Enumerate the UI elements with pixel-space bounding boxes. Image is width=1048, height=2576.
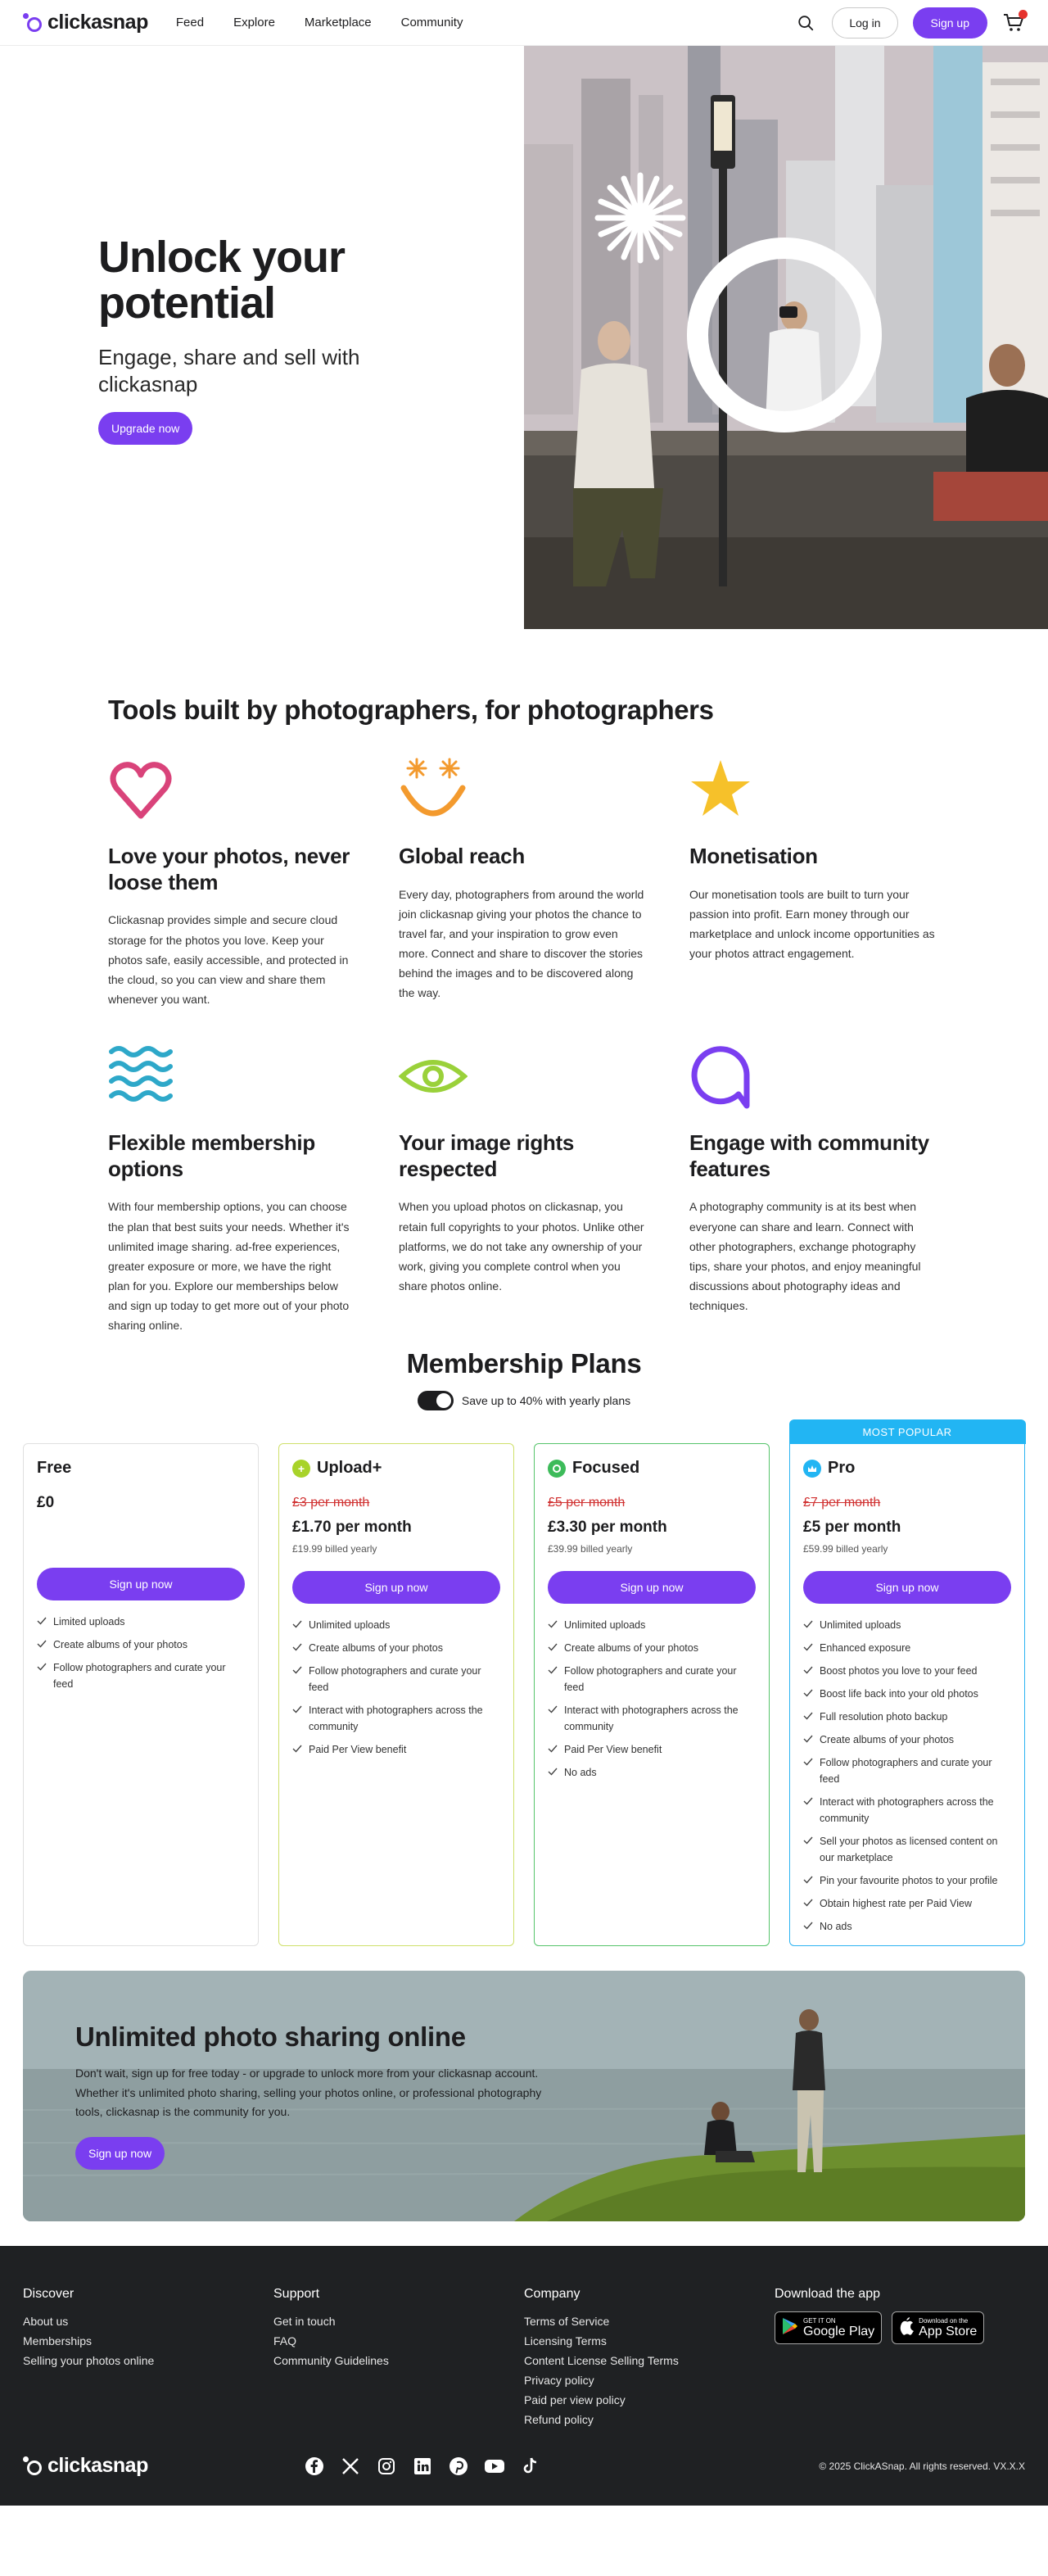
check-icon	[548, 1640, 558, 1655]
check-icon	[292, 1640, 302, 1655]
plan-name: Pro	[803, 1459, 1011, 1478]
tools-title: Tools built by photographers, for photographers	[108, 695, 714, 725]
footer-link[interactable]: Terms of Service	[524, 2315, 610, 2328]
logo-icon	[23, 12, 44, 34]
footer-bottom	[23, 2454, 1025, 2478]
plan-cards	[0, 1425, 1048, 1946]
plan-feature-text: Follow photographers and curate your feed	[820, 1757, 992, 1785]
app-store-button[interactable]: Download on the App Store	[892, 2311, 984, 2344]
yearly-toggle-row	[0, 1391, 1048, 1410]
check-icon	[292, 1617, 302, 1632]
plan-feature	[803, 1640, 1011, 1656]
plan-feature	[292, 1640, 500, 1656]
footer-heading: Support	[273, 2287, 320, 2301]
footer-column-support	[273, 2287, 524, 2429]
plan-feature	[803, 1872, 1011, 1889]
check-icon	[803, 1754, 813, 1769]
x-icon[interactable]	[340, 2456, 361, 2477]
hero-image	[524, 46, 1048, 629]
social-links	[304, 2456, 541, 2477]
cart-icon[interactable]	[1002, 11, 1025, 34]
plan-feature-list	[803, 1617, 1011, 1935]
check-icon	[292, 1702, 302, 1717]
check-icon	[37, 1659, 47, 1674]
plan-feature	[803, 1918, 1011, 1935]
feature-card	[689, 1044, 980, 1330]
footer-link[interactable]: Paid per view policy	[524, 2393, 626, 2406]
plan-feature-text: Create albums of your photos	[820, 1734, 954, 1745]
plan-feature-text: Follow photographers and curate your feed	[53, 1662, 226, 1690]
hero-section	[0, 46, 1048, 629]
plan-feature	[292, 1741, 500, 1758]
check-icon	[548, 1764, 558, 1779]
check-icon	[803, 1686, 813, 1700]
banner-signup-button[interactable]: Sign up now	[75, 2137, 165, 2170]
feature-title: Engage with community features	[689, 1130, 929, 1181]
hero-text	[0, 46, 524, 629]
plan-feature-text: Unlimited uploads	[820, 1619, 901, 1631]
plan-feature-text: Create albums of your photos	[564, 1642, 698, 1654]
feature-title: Love your photos, never loose them	[108, 844, 350, 894]
plan-feature-text: No ads	[820, 1921, 852, 1932]
check-icon	[37, 1614, 47, 1628]
hero-title: Unlock your potential	[98, 233, 346, 328]
check-icon	[803, 1617, 813, 1632]
apple-icon	[899, 2317, 914, 2339]
plan-feature-text: Create albums of your photos	[309, 1642, 443, 1654]
footer-column-company	[524, 2287, 775, 2429]
footer-heading: Download the app	[775, 2287, 880, 2301]
footer-column-app	[775, 2287, 1025, 2429]
plan-feature-text: Unlimited uploads	[309, 1619, 391, 1631]
plan-feature-text: Create albums of your photos	[53, 1639, 187, 1650]
feature-text: A photography community is at its best when everyone can share and learn. Connect with other photographers, exchange photography tips, share your photos, and enjoy meaningful discussions about photography ideas and techniques.	[689, 1200, 921, 1312]
plan-feature-text: Follow photographers and curate your feed	[564, 1665, 737, 1693]
footer-link[interactable]: Memberships	[23, 2334, 93, 2347]
google-play-icon	[782, 2317, 798, 2339]
footer-link[interactable]: FAQ	[273, 2334, 297, 2347]
check-icon	[803, 1732, 813, 1746]
plus-icon: +	[292, 1460, 310, 1478]
footer-link[interactable]: Content License Selling Terms	[524, 2354, 679, 2367]
check-icon	[803, 1895, 813, 1910]
plan-feature-text: No ads	[564, 1767, 597, 1778]
plan-feature	[803, 1833, 1011, 1866]
feature-text: Clickasnap provides simple and secure cloud storage for the photos you love. Keep your photos safe, easily accessible, and protected in the cloud, so you can view and share them whenever you want.	[108, 913, 349, 1006]
plan-old-price: £7 per month	[803, 1496, 881, 1510]
plan-card-free	[23, 1443, 259, 1946]
logo-text: clickasnap	[47, 11, 148, 34]
feature-card	[108, 757, 399, 1044]
linkedin-icon[interactable]	[412, 2456, 433, 2477]
site-footer	[0, 2246, 1048, 2506]
plan-feature	[803, 1686, 1011, 1702]
plan-billed: £39.99 billed yearly	[548, 1543, 633, 1555]
signup-button[interactable]: Sign up	[913, 7, 987, 38]
plan-feature-text: Boost photos you love to your feed	[820, 1665, 978, 1677]
check-icon	[292, 1663, 302, 1677]
plan-billed: £59.99 billed yearly	[803, 1543, 888, 1555]
plan-feature-text: Paid Per View benefit	[564, 1744, 662, 1755]
waves-icon	[108, 1044, 399, 1116]
feature-card	[108, 1044, 399, 1330]
eye-icon	[399, 1044, 689, 1116]
plan-feature	[803, 1895, 1011, 1912]
check-icon	[548, 1617, 558, 1632]
logo-text: clickasnap	[47, 2454, 148, 2477]
plan-card-focused	[534, 1443, 770, 1946]
nav-marketplace[interactable]: Marketplace	[304, 16, 372, 29]
plan-feature	[548, 1640, 756, 1656]
plan-feature-text: Interact with photographers across the community	[820, 1796, 994, 1824]
youtube-icon[interactable]	[484, 2456, 505, 2477]
plan-old-price: £3 per month	[292, 1496, 370, 1510]
upgrade-now-button[interactable]: Upgrade now	[98, 412, 192, 445]
star-icon	[689, 757, 980, 829]
footer-link[interactable]: Privacy policy	[524, 2374, 594, 2387]
cta-banner	[23, 1971, 1025, 2221]
footer-link[interactable]: Selling your photos online	[23, 2354, 155, 2367]
logo-icon	[23, 2456, 44, 2477]
footer-logo[interactable]	[23, 2454, 148, 2478]
plan-signup-button[interactable]: Sign up now	[803, 1571, 1011, 1604]
plan-signup-button[interactable]: Sign up now	[37, 1568, 245, 1600]
plan-feature-list	[548, 1617, 756, 1781]
google-play-button[interactable]: GET IT ON Google Play	[775, 2311, 882, 2344]
feature-card	[399, 1044, 689, 1330]
plan-feature	[803, 1794, 1011, 1827]
check-icon	[803, 1794, 813, 1809]
check-icon	[803, 1640, 813, 1655]
plan-feature-text: Limited uploads	[53, 1616, 125, 1628]
feature-title: Monetisation	[689, 844, 818, 868]
footer-columns	[23, 2287, 1025, 2429]
focus-icon	[548, 1460, 566, 1478]
plan-feature-text: Pin your favourite photos to your profile	[820, 1875, 998, 1886]
banner-text: Don't wait, sign up for free today - or upgrade to unlock more from your clickasnap account. Whether it's unlimited photo sharing, selling your photos online, or professional photography tools, clickasnap is the community for you.	[75, 2067, 542, 2119]
plan-feature	[803, 1663, 1011, 1679]
header-actions	[794, 7, 1025, 38]
crown-icon	[803, 1460, 821, 1478]
footer-link[interactable]: Refund policy	[524, 2413, 594, 2426]
plan-feature-text: Full resolution photo backup	[820, 1711, 948, 1723]
check-icon	[803, 1833, 813, 1848]
plan-name: Focused	[548, 1459, 756, 1478]
plan-feature	[37, 1614, 245, 1630]
facebook-icon[interactable]	[304, 2456, 325, 2477]
plan-price: £1.70 per month	[292, 1519, 412, 1536]
plan-feature-text: Follow photographers and curate your feed	[309, 1665, 481, 1693]
plan-price: £3.30 per month	[548, 1519, 667, 1536]
plan-feature	[292, 1663, 500, 1695]
plan-feature-text: Obtain highest rate per Paid View	[820, 1898, 972, 1909]
most-popular-badge: MOST POPULAR	[789, 1419, 1026, 1444]
plan-feature-list	[37, 1614, 245, 1692]
pinterest-icon[interactable]	[448, 2456, 469, 2477]
check-icon	[803, 1918, 813, 1933]
speech-bubble-icon	[689, 1044, 980, 1116]
plan-feature	[803, 1732, 1011, 1748]
plan-price: £5 per month	[803, 1519, 901, 1536]
feature-text: When you upload photos on clickasnap, you retain full copyrights to your photos. Unlike other platforms, we do not take any ownership of your work, giving you complete control when you share photos online.	[399, 1200, 644, 1293]
plan-feature	[292, 1617, 500, 1633]
login-button[interactable]: Log in	[832, 7, 897, 38]
main-nav	[176, 16, 463, 29]
feature-text: With four membership options, you can choose the plan that best suits your needs. Whether it's unlimited image sharing. ad-free experiences, greater exposure or more, we have the right plan for you. Explore our memberships below and sign up today to get more out of your photo sharing online.	[108, 1200, 350, 1332]
yearly-toggle-label: Save up to 40% with yearly plans	[461, 1394, 631, 1407]
check-icon	[803, 1663, 813, 1677]
plan-card-upload-plus	[278, 1443, 514, 1946]
hero-subtitle: Engage, share and sell with clickasnap	[98, 345, 360, 396]
plan-feature	[548, 1663, 756, 1695]
feature-title: Global reach	[399, 844, 525, 868]
banner-title: Unlimited photo sharing online	[75, 2021, 466, 2052]
plan-signup-button[interactable]: Sign up now	[292, 1571, 500, 1604]
plans-title: Membership Plans	[406, 1348, 642, 1379]
feature-text: Every day, photographers from around the world join clickasnap giving your photos the chance to travel far, and your inspiration to grow even more. Connect and share to discover the stories behind the images and to be discovered along the way.	[399, 887, 644, 1000]
banner-content	[75, 2021, 583, 2170]
plan-feature	[803, 1709, 1011, 1725]
footer-heading: Discover	[23, 2287, 75, 2301]
plan-feature-text: Boost life back into your old photos	[820, 1688, 978, 1700]
plan-feature	[292, 1702, 500, 1735]
footer-link[interactable]: Get in touch	[273, 2315, 336, 2328]
footer-link[interactable]: Licensing Terms	[524, 2334, 607, 2347]
heart-icon	[108, 757, 399, 829]
plan-feature-text: Sell your photos as licensed content on our marketplace	[820, 1836, 998, 1863]
tools-section	[0, 629, 1048, 1330]
yearly-toggle[interactable]	[418, 1391, 454, 1410]
cart-badge	[1019, 10, 1028, 19]
check-icon	[803, 1872, 813, 1887]
logo[interactable]	[23, 11, 148, 34]
plan-billed: £19.99 billed yearly	[292, 1543, 377, 1555]
plan-feature	[548, 1617, 756, 1633]
check-icon	[548, 1741, 558, 1756]
street-photographer-illustration	[524, 46, 1048, 629]
check-icon	[548, 1702, 558, 1717]
check-icon	[37, 1637, 47, 1651]
check-icon	[292, 1741, 302, 1756]
site-header	[0, 0, 1048, 46]
plan-feature	[803, 1754, 1011, 1787]
feature-text: Our monetisation tools are built to turn your passion into profit. Earn money through our marketplace and unlock income opportunities as your photos attract engagement.	[689, 887, 935, 960]
plan-feature-text: Interact with photographers across the community	[309, 1705, 483, 1732]
nav-community[interactable]: Community	[400, 16, 463, 29]
plan-name: + Upload+	[292, 1459, 500, 1478]
app-store-badges	[775, 2311, 1025, 2344]
globe-smile-icon	[399, 757, 689, 829]
check-icon	[803, 1709, 813, 1723]
plan-feature	[548, 1702, 756, 1735]
tiktok-icon[interactable]	[520, 2456, 541, 2477]
feature-title: Flexible membership options	[108, 1130, 315, 1181]
plan-feature	[548, 1764, 756, 1781]
footer-column-discover	[23, 2287, 273, 2429]
footer-link[interactable]: Community Guidelines	[273, 2354, 389, 2367]
copyright-text: © 2025 ClickASnap. All rights reserved. VX.X.X	[819, 2460, 1025, 2472]
plan-name: Free	[37, 1459, 72, 1477]
plan-price: £0	[37, 1494, 55, 1511]
plan-feature	[37, 1637, 245, 1653]
plan-feature-list	[292, 1617, 500, 1758]
plan-feature	[803, 1617, 1011, 1633]
footer-link[interactable]: About us	[23, 2315, 69, 2328]
plan-feature-text: Unlimited uploads	[564, 1619, 646, 1631]
plan-card-pro	[789, 1425, 1025, 1946]
footer-heading: Company	[524, 2287, 580, 2301]
plan-feature-text: Enhanced exposure	[820, 1642, 911, 1654]
search-icon[interactable]	[794, 11, 817, 34]
plan-feature-text: Paid Per View benefit	[309, 1744, 407, 1755]
nav-explore[interactable]: Explore	[233, 16, 275, 29]
feature-card	[689, 757, 980, 1044]
feature-card	[399, 757, 689, 1044]
plan-old-price: £5 per month	[548, 1496, 626, 1510]
plan-feature	[37, 1659, 245, 1692]
plan-feature-text: Interact with photographers across the community	[564, 1705, 739, 1732]
feature-title: Your image rights respected	[399, 1130, 575, 1181]
nav-feed[interactable]: Feed	[175, 16, 205, 29]
plan-feature	[548, 1741, 756, 1758]
check-icon	[548, 1663, 558, 1677]
plan-signup-button[interactable]: Sign up now	[548, 1571, 756, 1604]
instagram-icon[interactable]	[376, 2456, 397, 2477]
membership-plans	[0, 1330, 1048, 1946]
feature-grid	[108, 757, 1048, 1330]
